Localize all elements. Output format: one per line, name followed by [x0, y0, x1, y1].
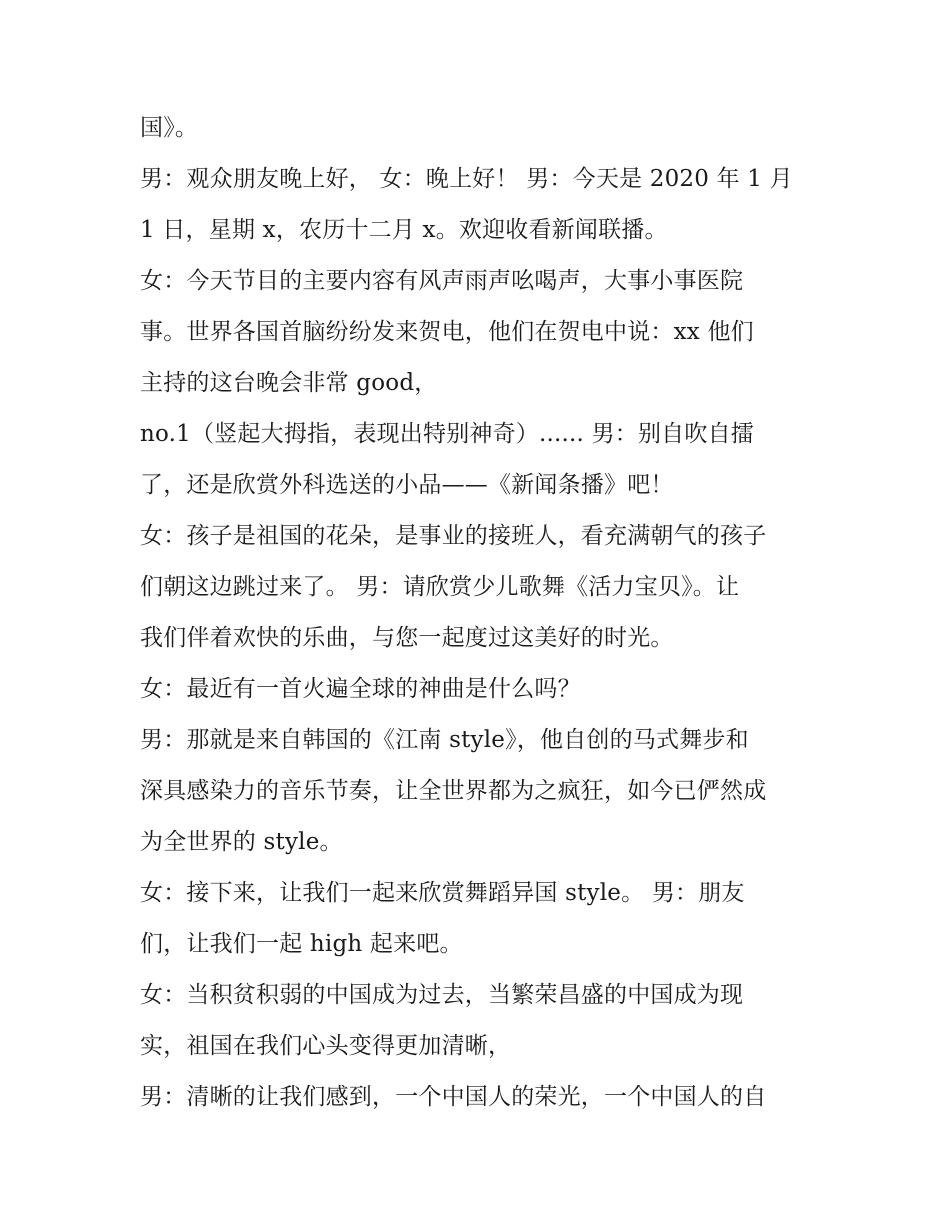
text-line: 女：接下来，让我们一起来欣赏舞蹈异国 style。 男：朋友 — [140, 880, 745, 906]
text-line: 主持的这台晚会非常 good， — [140, 370, 438, 396]
text-line: 我们伴着欢快的乐曲，与您一起度过这美好的时光。 — [140, 625, 674, 651]
text-line: 女：今天节目的主要内容有风声雨声吆喝声，大事小事医院 — [140, 268, 744, 294]
text-line: no.1（竖起大拇指，表现出特别神奇）...... 男：别自吹自擂 — [140, 421, 754, 447]
text-line: 实，祖国在我们心头变得更加清晰， — [140, 1033, 512, 1059]
text-line: 女：当积贫积弱的中国成为过去，当繁荣昌盛的中国成为现 — [140, 982, 744, 1008]
text-line: 深具感染力的音乐节奏，让全世界都为之疯狂，如今已俨然成 — [140, 778, 767, 804]
text-line: 男：清晰的让我们感到，一个中国人的荣光，一个中国人的自 — [140, 1084, 767, 1110]
text-line: 男：那就是来自韩国的《江南 style》，他自创的马式舞步和 — [140, 727, 749, 753]
text-line: 国》。 — [140, 115, 199, 141]
text-line: 了，还是欣赏外科选送的小品——《新闻条播》吧！ — [140, 472, 674, 498]
text-line: 为全世界的 style。 — [140, 829, 343, 855]
text-line: 男：观众朋友晚上好， 女：晚上好！ 男：今天是 2020 年 1 月 — [140, 166, 793, 192]
text-line: 女：最近有一首火遍全球的神曲是什么吗？ — [140, 676, 581, 702]
text-line: 事。世界各国首脑纷纷发来贺电，他们在贺电中说：xx 他们 — [140, 319, 754, 345]
text-line: 女：孩子是祖国的花朵，是事业的接班人，看充满朝气的孩子 — [140, 523, 767, 549]
text-line: 们朝这边跳过来了。 男：请欣赏少儿歌舞《活力宝贝》。让 — [140, 574, 740, 600]
text-line: 1 日，星期 x，农历十二月 x。欢迎收看新闻联播。 — [140, 217, 668, 243]
text-line: 们，让我们一起 high 起来吧。 — [140, 931, 463, 957]
document-body — [140, 103, 820, 1123]
